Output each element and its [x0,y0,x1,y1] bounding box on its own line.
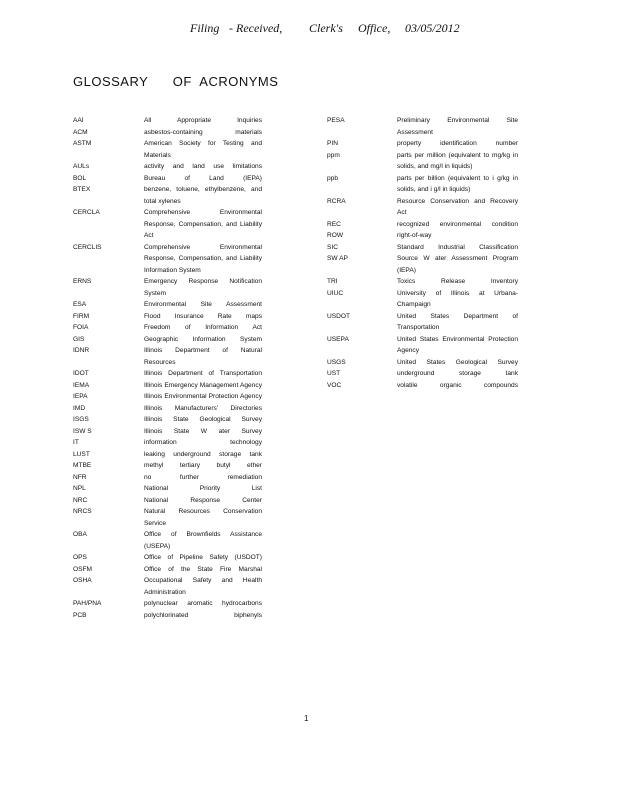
acronym: UST [327,370,341,377]
acronym: USEPA [327,335,349,343]
acronym-definition: Flood Insurance Rate maps [144,312,262,320]
glossary-entry [73,380,262,392]
acronym: ISGS [73,416,89,423]
acronym-definition: Illinois State Geological Survey [144,416,262,423]
acronym: IEPA [73,393,88,400]
glossary-entry [73,207,262,242]
acronym-definition: underground storage tank [397,370,518,377]
acronym-definition: Illinois Department of Transportation [144,370,262,377]
acronym-definition: Illinois Department of Natural Resources [144,347,262,366]
page-title: GLOSSARY OF ACRONYMS [73,74,279,89]
acronym: ERNS [73,278,92,285]
acronym-definition: property identification number [397,140,518,147]
glossary-entry [73,472,262,484]
acronym-definition: Occupational Safety and Health Administration [144,577,262,596]
acronym: PESA [327,117,345,124]
acronym: ACM [73,128,88,136]
acronym: OSHA [73,577,92,584]
acronym-definition: American Society for Testing and Materials [144,140,262,159]
acronym: UIUC [327,289,344,297]
acronym-definition: Freedom of Information Act [144,324,262,331]
acronym-definition: Comprehensive Environmental Response, Compensation, and Liability Act [144,209,262,239]
acronym-definition: Source W ater Assessment Program (IEPA) [397,255,518,274]
glossary-entry [73,299,262,311]
glossary-entry [73,368,262,380]
glossary-entry [73,311,262,323]
acronym-definition: volatile organic compounds [397,381,518,389]
acronym: ppm [327,151,340,159]
acronym: FIRM [73,312,90,320]
acronym-definition: leaking underground storage tank [144,450,262,458]
acronym: SIC [327,243,338,251]
acronym-definition: polynuclear aromatic hydrocarbons [144,600,262,607]
glossary-entry [73,138,262,161]
glossary-entry [73,173,262,185]
glossary-entry [327,219,518,231]
acronym-definition: United States Geological Survey [397,358,518,366]
acronym-definition: Emergency Response Notification System [144,278,262,297]
acronym: IDOT [73,370,89,377]
acronym: ppb [327,174,339,182]
acronym: USDOT [327,312,351,320]
acronym: IT [73,439,79,446]
header-date: 03/05/2012 [405,21,460,35]
acronym: OPS [73,554,87,561]
acronym: PCB [73,611,87,619]
acronym: AAI [73,117,84,124]
acronym: NFR [73,473,87,481]
acronym-definition: Illinois Manufacturers' Directories [144,404,262,412]
acronym-definition: recognized environmental condition [397,220,518,228]
glossary-entry [73,334,262,346]
acronym-definition: activity and land use limitations [144,163,262,170]
glossary-entry [73,426,262,438]
acronym-definition: Illinois State W ater Survey [144,427,262,435]
glossary-entry [327,288,518,311]
acronym: ROW [327,232,344,239]
glossary-entry [73,449,262,461]
acronym: BTEX [73,186,91,193]
acronym-definition: United States Department of Transportation [397,312,518,331]
acronym-definition: Office of the State Fire Marshal [144,565,262,573]
glossary-entry [327,150,518,173]
glossary-entry [327,242,518,254]
glossary-entry [73,506,262,529]
acronym-definition: Standard Industrial Classification [397,243,518,251]
header-word-clerks: Clerk's [309,21,343,35]
glossary-entry [73,575,262,598]
acronym: REC [327,220,341,228]
acronym: ESA [73,301,87,308]
glossary-entry [73,115,262,127]
glossary-left-column [73,115,262,621]
acronym: BOL [73,174,87,182]
acronym-definition: parts per billion (equivalent to i g/kg in solids, and i g/l in liquids) [397,174,518,193]
acronym-definition: National Response Center [144,496,262,504]
acronym: ISW S [73,427,92,435]
header-word-filing: Filing [190,21,220,35]
acronym-definition: right-of-way [397,232,432,239]
glossary-entry [327,311,518,334]
acronym-definition: Resource Conservation and Recovery Act [397,197,518,216]
acronym: TRI [327,278,338,285]
acronym-definition: polychlorinated biphenyls [144,611,262,619]
acronym-definition: University of Illinois at Urbana-Champaign [397,289,518,308]
acronym-definition: Natural Resources Conservation Service [144,508,262,527]
glossary-entry [327,368,518,380]
acronym: IMD [73,404,86,412]
acronym-definition: Environmental Site Assessment [144,301,262,308]
glossary-entry [73,127,262,139]
acronym: VOC [327,381,342,389]
glossary-entry [327,138,518,150]
glossary-entry [327,253,518,276]
acronym: MTBE [73,462,92,469]
glossary-entry [327,380,518,392]
acronym: NRCS [73,508,92,515]
acronym: PIN [327,140,338,147]
acronym-definition: Comprehensive Environmental Response, Compensation, and Liability Information System [144,243,262,274]
glossary-entry [73,391,262,403]
acronym-definition: National Priority List [144,485,262,492]
acronym: USGS [327,358,346,366]
acronym: CERCLA [73,209,100,216]
glossary-entry [73,276,262,299]
acronym-definition: no further remediation [144,473,262,481]
acronym: IDNR [73,347,90,354]
acronym-definition: Office of Pipeline Safety (USDOT) [144,554,262,561]
acronym-definition: information technology [144,439,262,446]
glossary-entry [327,230,518,242]
acronym: NRC [73,496,88,504]
acronym: NPL [73,485,86,492]
acronym: CERCLIS [73,243,102,251]
glossary-entry [73,161,262,173]
glossary-entry [73,552,262,564]
acronym: RCRA [327,197,346,205]
glossary-entry [73,495,262,507]
header-word-office: Office, [358,21,391,35]
glossary-entry [73,437,262,449]
acronym-definition: asbestos-containing materials [144,128,262,136]
acronym-definition: All Appropriate Inquiries [144,117,262,124]
acronym-definition: Geographic Information System [144,335,262,343]
acronym-definition: Preliminary Environmental Site Assessment [397,117,518,136]
acronym-definition: United States Environmental Protection Agency [397,335,518,354]
glossary-entry [73,184,262,207]
glossary-entry [73,460,262,472]
glossary-entry [73,403,262,415]
glossary-entry [327,334,518,357]
acronym: PAH/PNA [73,600,102,607]
glossary-entry [73,529,262,552]
glossary-entry [73,414,262,426]
acronym: AULs [73,163,90,170]
acronym: OBA [73,531,87,538]
acronym: IEMA [73,381,90,389]
glossary-entry [327,196,518,219]
header-word-received: - Received, [229,21,283,35]
glossary-entry [73,345,262,368]
glossary-entry [73,610,262,622]
glossary-entry [73,322,262,334]
glossary-entry [73,483,262,495]
acronym-definition: Office of Brownfields Assistance (USEPA) [144,531,262,550]
acronym-definition: parts per million (equivalent to mg/kg in solids, and mg/l in liquids) [397,151,518,170]
acronym-definition: Illinois Environmental Protection Agency [144,393,262,400]
filing-stamp-header [0,21,618,37]
glossary-entry [327,276,518,288]
acronym-definition: methyl tertiary butyl ether [144,462,262,469]
acronym: GIS [73,335,85,343]
glossary-entry [327,357,518,369]
glossary-entry [73,564,262,576]
glossary-entry [73,242,262,277]
acronym: LUST [73,450,90,458]
glossary-entry [327,173,518,196]
page-number: 1 [304,714,309,723]
acronym-definition: benzene, toluene, ethylbenzene, and total xylenes [144,186,262,205]
acronym-definition: Bureau of Land (IEPA) [144,174,262,182]
acronym: OSFM [73,565,93,573]
glossary-entry [73,598,262,610]
acronym: SW AP [327,255,348,262]
acronym-definition: Illinois Emergency Management Agency [144,381,262,389]
acronym-definition: Toxics Release Inventory [397,278,518,285]
acronym: ASTM [73,140,92,147]
glossary-entry [327,115,518,138]
acronym: FOIA [73,324,89,331]
glossary-right-column [327,115,518,391]
